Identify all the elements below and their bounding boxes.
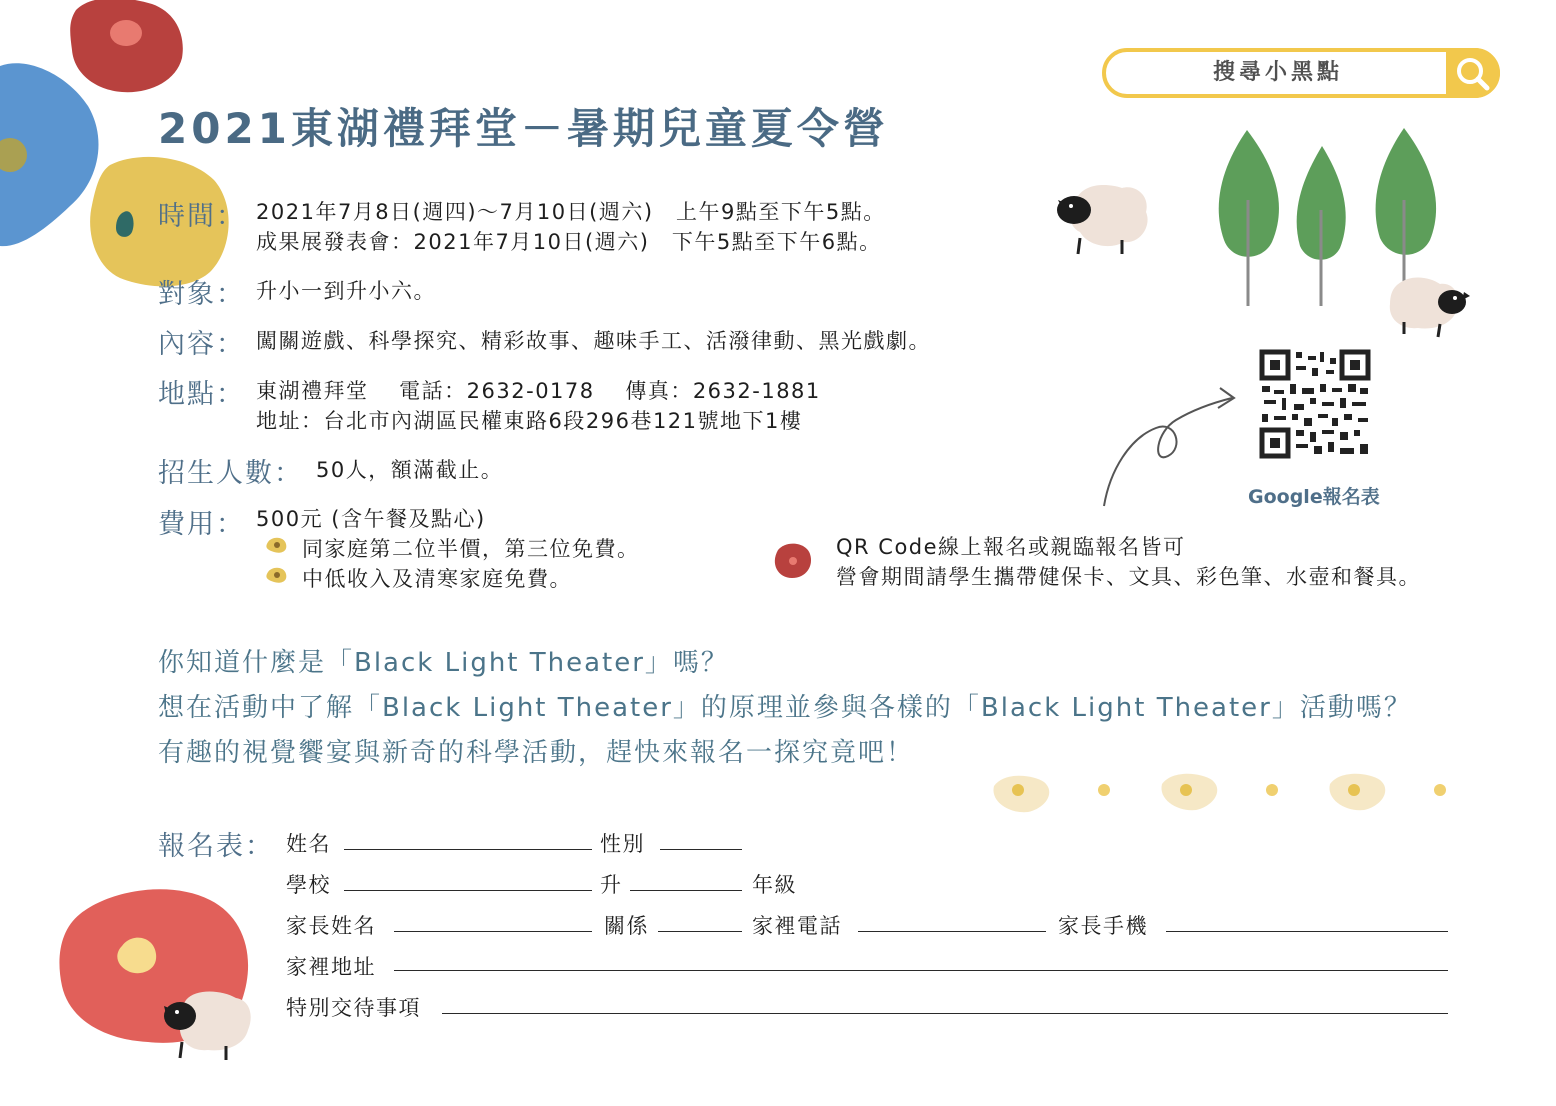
fee-value: 500元 (含午餐及點心) (256, 507, 486, 531)
home-phone-field[interactable] (858, 931, 1046, 932)
grade-field[interactable] (630, 890, 742, 891)
trees (1219, 128, 1436, 306)
gender-label: 性別 (600, 832, 645, 856)
school-label: 學校 (286, 873, 331, 897)
intro-line-1: 你知道什麼是「Black Light Theater」嗎？ (158, 648, 729, 678)
red-flower-center (110, 20, 142, 46)
sheep-right (1390, 278, 1470, 338)
name-field[interactable] (344, 849, 592, 850)
content-value: 闖關遊戲、科學探究、精彩故事、趣味手工、活潑律動、黑光戲劇。 (256, 329, 931, 353)
gender-field[interactable] (660, 849, 742, 850)
relation-label: 關係 (604, 914, 649, 938)
notes-label: 特別交待事項 (286, 996, 421, 1020)
enrollment-value: 50人，額滿截止。 (316, 458, 504, 482)
mobile-label: 家長手機 (1058, 914, 1148, 938)
time-line-1: 2021年7月8日(週四)～7月10日(週六) 上午9點至下午5點。 (256, 200, 886, 224)
arrow (1104, 398, 1232, 506)
page-title: 2021東湖禮拜堂－暑期兒童夏令營 (158, 104, 889, 153)
mobile-field[interactable] (1166, 931, 1448, 932)
search-label: 搜尋小黑點 (1212, 60, 1343, 85)
name-label: 姓名 (286, 832, 331, 856)
content-label: 內容： (158, 329, 245, 360)
fee-note-1: 同家庭第二位半價，第三位免費。 (302, 537, 640, 561)
fee-note-2: 中低收入及清寒家庭免費。 (302, 567, 572, 591)
qr-code (1260, 350, 1370, 458)
location-label: 地點： (158, 379, 245, 410)
time-label: 時間： (158, 201, 245, 232)
notice-line-2: 營會期間請學生攜帶健保卡、文具、彩色筆、水壺和餐具。 (836, 565, 1421, 589)
relation-field[interactable] (658, 931, 742, 932)
grade-prefix: 升 (600, 873, 623, 897)
form-label: 報名表： (158, 831, 274, 862)
target-label: 對象： (158, 279, 245, 310)
enrollment-label: 招生人數： (158, 458, 303, 489)
time-line-2: 成果展發表會：2021年7月10日(週六) 下午5點至下午6點。 (256, 230, 882, 254)
red-flower (70, 0, 183, 92)
home-phone-label: 家裡電話 (752, 914, 842, 938)
search-button[interactable] (1446, 48, 1500, 98)
fee-label: 費用： (158, 509, 245, 540)
notes-field[interactable] (442, 1013, 1448, 1014)
search-icon (1446, 48, 1500, 98)
grade-suffix: 年級 (752, 873, 797, 897)
search-box[interactable] (1102, 48, 1500, 98)
target-value: 升小一到升小六。 (256, 279, 436, 303)
location-line-2: 地址：台北市內湖區民權東路6段296巷121號地下1樓 (256, 409, 803, 433)
qr-caption: Google報名表 (1248, 486, 1380, 508)
sheep-top (1057, 185, 1148, 254)
intro-line-3: 有趣的視覺饗宴與新奇的科學活動，趕快來報名一探究竟吧！ (158, 738, 915, 768)
parent-label: 家長姓名 (286, 914, 376, 938)
school-field[interactable] (344, 890, 592, 891)
parent-field[interactable] (394, 931, 592, 932)
address-label: 家裡地址 (286, 955, 376, 979)
intro-line-2: 想在活動中了解「Black Light Theater」的原理並參與各樣的「Black Light Theater」活動嗎？ (158, 693, 1412, 723)
flower-row (993, 774, 1446, 812)
address-field[interactable] (394, 970, 1448, 971)
location-line-1: 東湖禮拜堂 電話：2632-0178 傳真：2632-1881 (256, 379, 821, 403)
notice-line-1: QR Code線上報名或親臨報名皆可 (836, 535, 1186, 559)
